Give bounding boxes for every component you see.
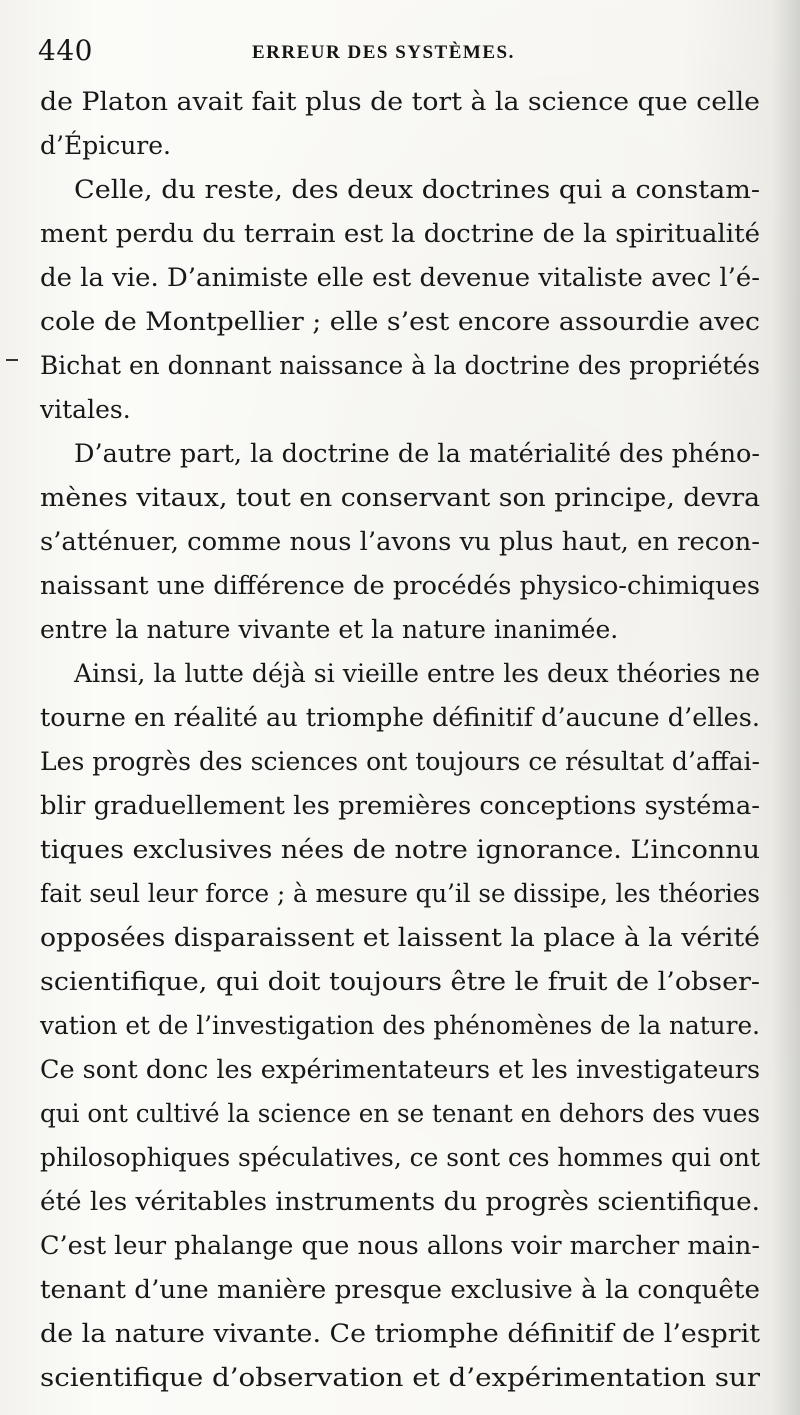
text-line-3: Celle, du reste, des deux doctrines qui a constam- [74, 175, 761, 204]
text-line-27: C’est leur phalange que nous allons voir marcher main- [40, 1231, 760, 1260]
text-line-19: fait seul leur force ; à mesure qu’il se dissipe, les théories [40, 879, 760, 908]
text-line-26: été les véritables instruments du progrès scientifique. [40, 1187, 760, 1216]
text-line-1: de Platon avait fait plus de tort à la science que celle [40, 87, 760, 116]
text-line-25: philosophiques spéculatives, ce sont ces hommes qui ont [40, 1143, 760, 1172]
text-line-9: D’autre part, la doctrine de la matérialité des phéno- [74, 439, 761, 468]
text-line-5: de la vie. D’animiste elle est devenue vitaliste avec l’é- [40, 263, 760, 292]
text-line-6: cole de Montpellier ; elle s’est encore assourdie avec [40, 307, 761, 336]
text-line-7: Bichat en donnant naissance à la doctrine des propriétés [40, 351, 760, 380]
text-line-12: naissant une différence de procédés physico-chimiques [40, 571, 761, 600]
text-line-29: de la nature vivante. Ce triomphe définitif de l’esprit [40, 1319, 760, 1348]
running-head: ERREUR DES SYSTÈMES. [252, 42, 515, 63]
text-line-24: qui ont cultivé la science en se tenant en dehors des vues [40, 1099, 760, 1128]
text-line-14: Ainsi, la lutte déjà si vieille entre les deux théories ne [74, 659, 761, 688]
text-line-11: s’atténuer, comme nous l’avons vu plus haut, en recon- [40, 527, 761, 556]
text-line-20: opposées disparaissent et laissent la place à la vérité [40, 923, 760, 952]
margin-mark [6, 359, 18, 361]
page-number: 440 [38, 34, 93, 67]
text-line-16: Les progrès des sciences ont toujours ce résultat d’affai- [40, 747, 761, 776]
text-line-2: d’Épicure. [40, 131, 171, 160]
text-line-13: entre la nature vivante et la nature inanimée. [40, 615, 619, 644]
text-line-18: tiques exclusives nées de notre ignorance. L’inconnu [40, 835, 760, 864]
text-line-30: scientifique d’observation et d’expérimentation sur [40, 1363, 761, 1392]
text-line-23: Ce sont donc les expérimentateurs et les investigateurs [40, 1055, 761, 1084]
page-edge-shadow [772, 0, 800, 1415]
text-line-28: tenant d’une manière presque exclusive à la conquête [40, 1275, 760, 1304]
text-line-4: ment perdu du terrain est la doctrine de la spiritualité [40, 219, 761, 248]
text-line-17: blir graduellement les premières conceptions systéma- [40, 791, 760, 820]
text-line-8: vitales. [40, 395, 131, 424]
text-line-15: tourne en réalité au triomphe définitif d’aucune d’elles. [40, 703, 760, 732]
text-line-10: mènes vitaux, tout en conservant son principe, devra [40, 483, 761, 512]
page-header [38, 34, 768, 74]
text-line-21: scientifique, qui doit toujours être le fruit de l’obser- [40, 967, 761, 996]
text-line-22: vation et de l’investigation des phénomènes de la nature. [40, 1011, 760, 1040]
